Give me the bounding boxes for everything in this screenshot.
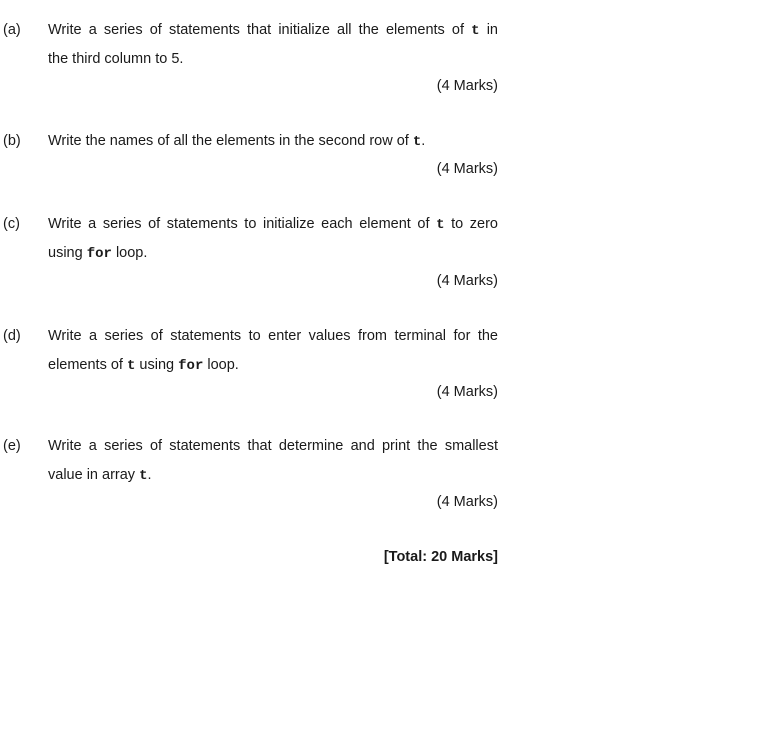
question-line: using for loop. xyxy=(48,245,148,262)
marks-label: (4 Marks) xyxy=(436,273,498,289)
marks-label: (4 Marks) xyxy=(436,384,498,400)
question-text xyxy=(48,436,498,494)
marks-label: (4 Marks) xyxy=(436,161,498,177)
total-marks: [Total: 20 Marks] xyxy=(383,549,498,565)
question-label: (e) xyxy=(3,438,21,454)
question-text xyxy=(48,20,498,78)
marks-label: (4 Marks) xyxy=(436,494,498,510)
question-line: Write the names of all the elements in the second row of t. xyxy=(48,133,426,150)
question-label: (d) xyxy=(3,328,21,344)
marks-label: (4 Marks) xyxy=(436,78,498,94)
question-line: Write a series of statements to initialize each element of t to zero xyxy=(48,216,498,233)
question-line: Write a series of statements that initialize all the elements of t in xyxy=(48,22,498,39)
question-text xyxy=(48,326,498,384)
question-text xyxy=(48,131,498,160)
question-line: value in array t. xyxy=(48,467,152,484)
question-label: (c) xyxy=(3,216,20,232)
question-line: the third column to 5. xyxy=(48,51,184,67)
question-text xyxy=(48,214,498,272)
question-line: Write a series of statements that determine and print the smallest xyxy=(48,438,498,454)
question-label: (a) xyxy=(3,22,21,38)
question-label: (b) xyxy=(3,133,21,149)
question-line: elements of t using for loop. xyxy=(48,357,239,374)
question-line: Write a series of statements to enter values from terminal for the xyxy=(48,328,498,344)
